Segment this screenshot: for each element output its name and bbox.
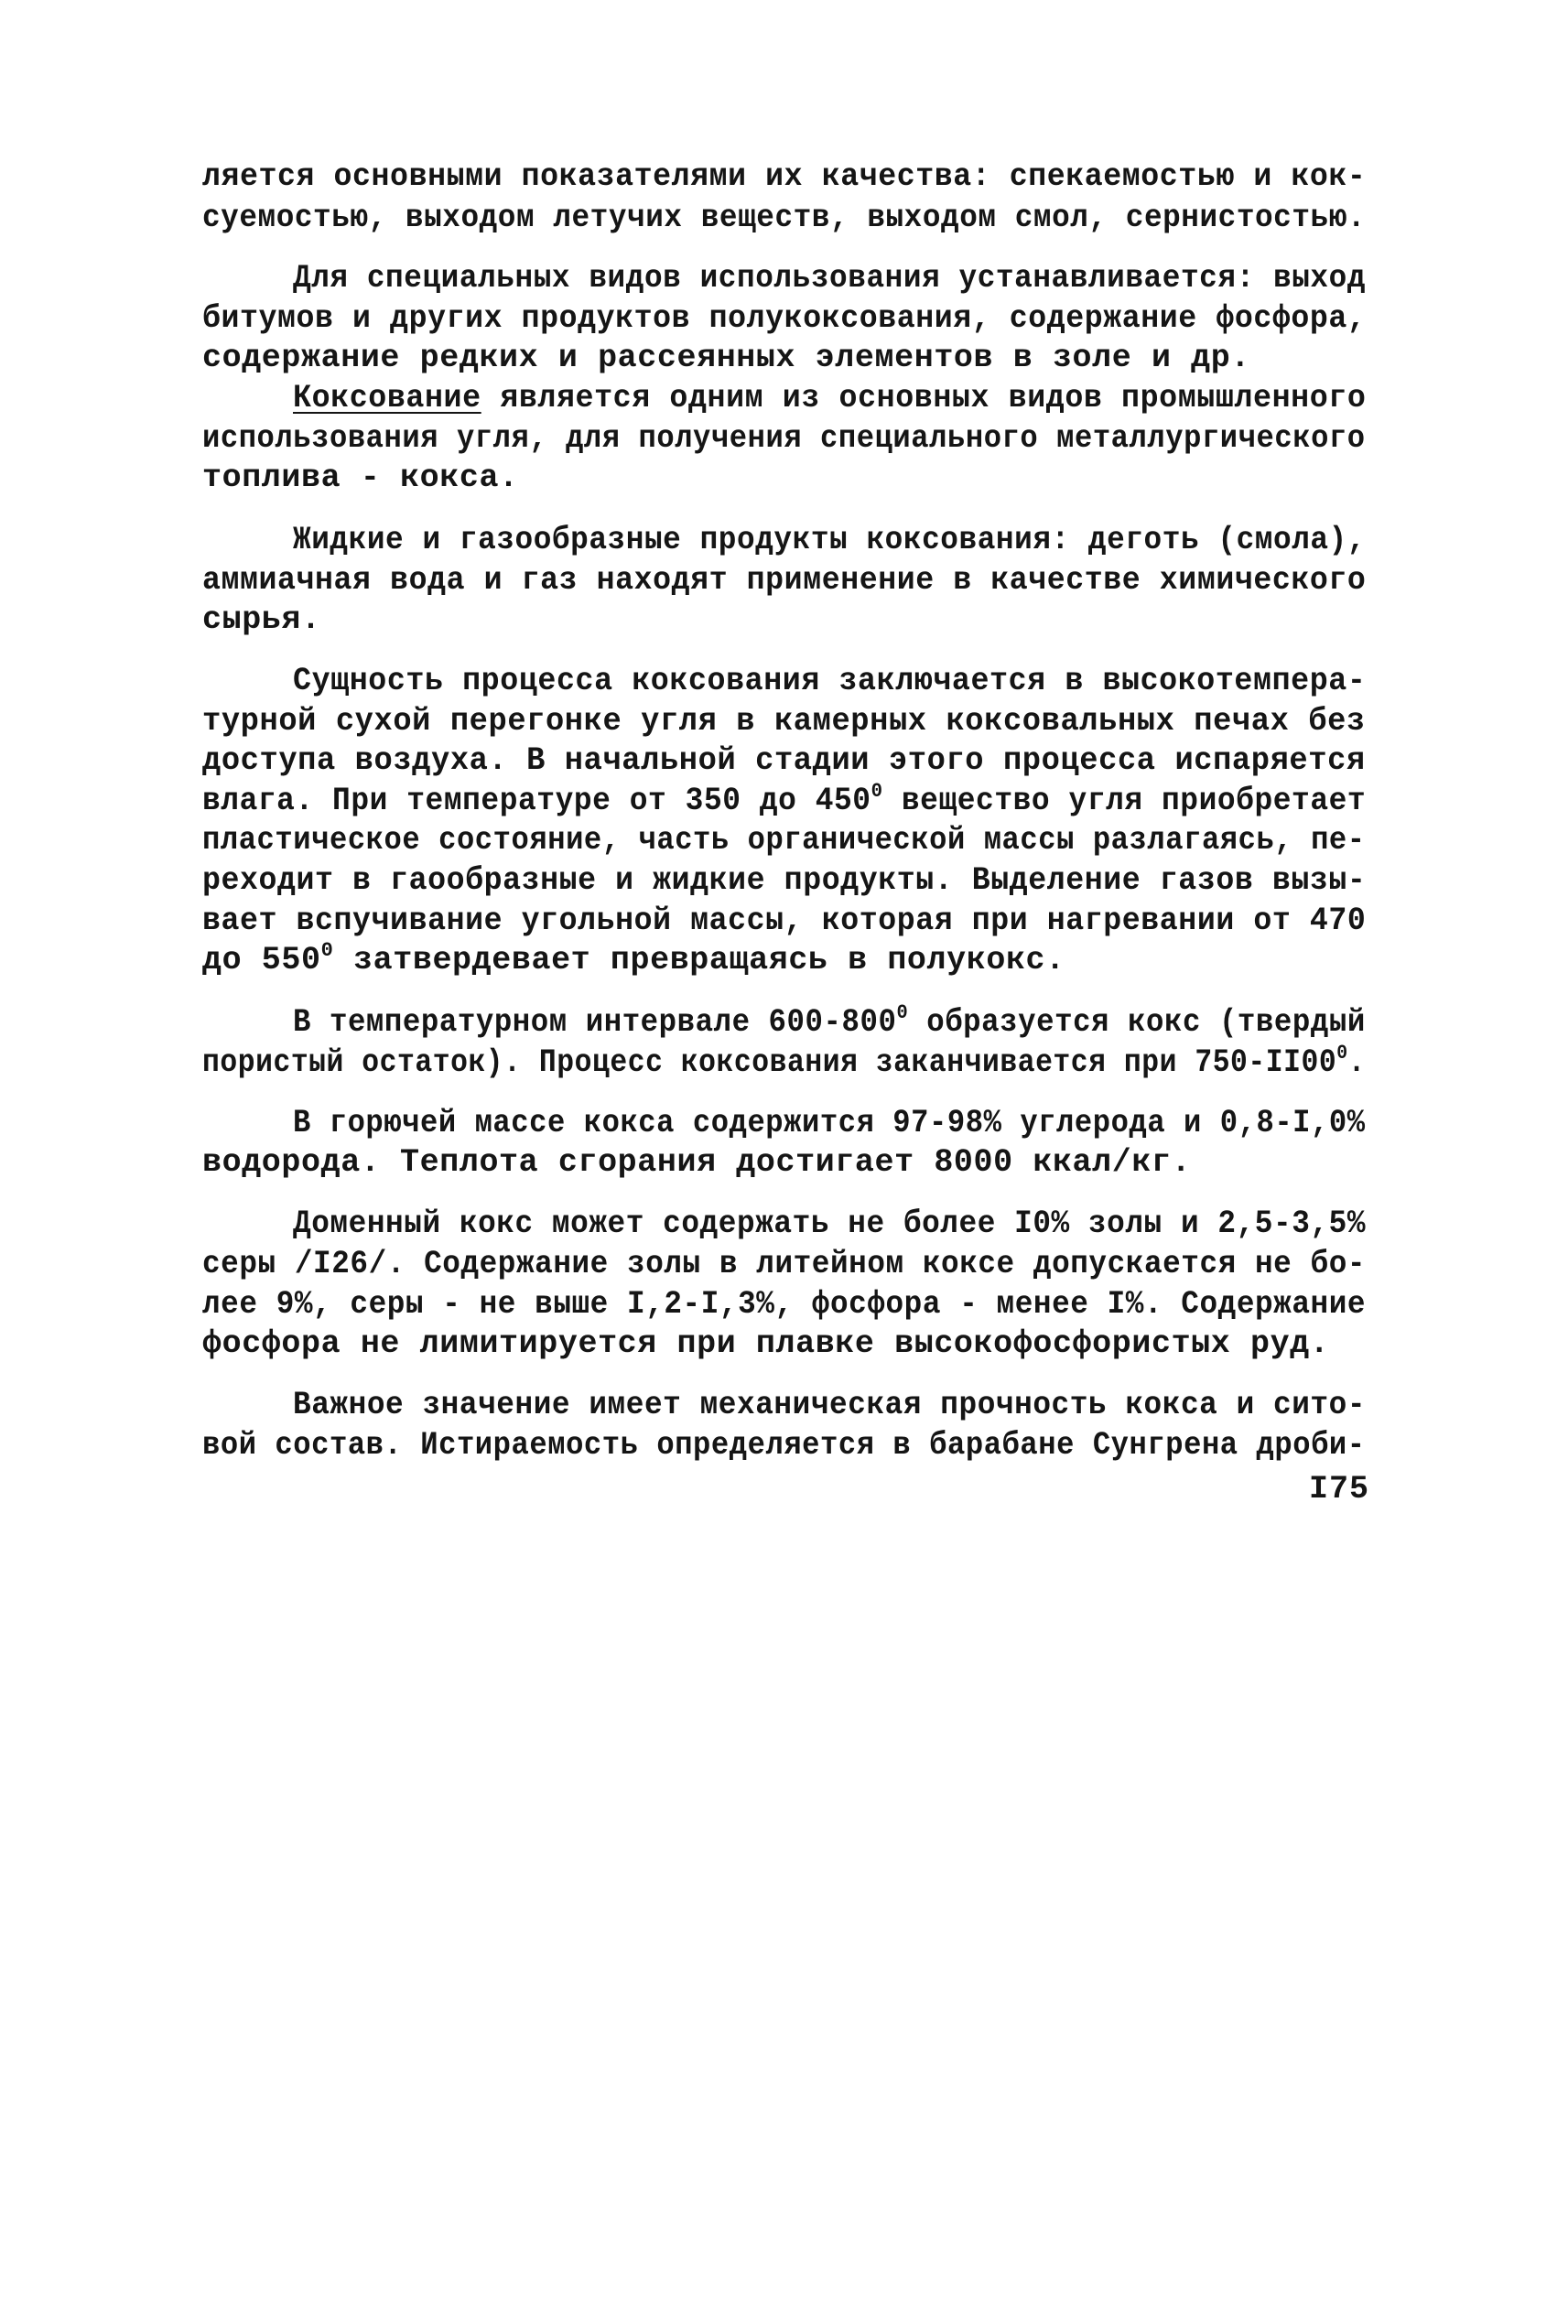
line-text: образуется кокс (твердый (908, 1004, 1366, 1041)
text-line (293, 1003, 1366, 1042)
line-text: вещество угля приобретает (882, 783, 1367, 819)
text-line (293, 379, 1366, 417)
text-line: Для специальных видов использования устанавливается: выход (293, 260, 1367, 297)
text-line (202, 782, 1366, 820)
text-line: серы /I26/. Содержание золы в литейном коксе допускается не бо- (202, 1246, 1367, 1282)
degree-superscript: 0 (896, 1001, 909, 1024)
line-text: влага. При температуре от 350 до 450 (202, 783, 871, 819)
underlined-term: Коксование (293, 380, 481, 416)
text-line: фосфора не лимитируется при плавке высокофосфористых руд. (202, 1325, 1330, 1362)
text-line: суемостью, выходом летучих веществ, выходом смол, сернистостью. (202, 200, 1367, 236)
line-text: пористый остаток). Процесс коксования заканчивается при 750-II00 (202, 1044, 1337, 1081)
text-line: использования угля, для получения специального металлургического (202, 420, 1366, 457)
text-line: Важное значение имеет механическая прочность кокса и сито- (293, 1387, 1367, 1423)
degree-superscript: 0 (1336, 1042, 1348, 1065)
text-line: турной сухой перегонке угля в камерных коксовальных печах без (202, 703, 1366, 740)
text-line: Жидкие и газообразные продукты коксования: деготь (смола), (293, 522, 1367, 558)
page-number: I75 (1309, 1471, 1370, 1508)
text-line: вой состав. Истираемость определяется в барабане Сунгрена дроби- (202, 1427, 1366, 1464)
text-line: В горючей массе кокса содержится 97-98% углерода и 0,8-I,0% (293, 1105, 1366, 1141)
text-line: топлива - кокса. (202, 459, 519, 496)
line-text: затвердевает превращаясь в полукокс. (333, 942, 1065, 978)
text-line (202, 1043, 1366, 1082)
line-text: является одним из основных видов промышленного (481, 380, 1367, 416)
text-line: сырья. (202, 601, 321, 638)
text-line: ляется основными показателями их качества: спекаемостью и кок- (202, 158, 1367, 195)
text-line: вает вспучивание угольной массы, которая при нагревании от 470 (202, 903, 1367, 939)
text-line: водорода. Теплота сгорания достигает 8000 ккал/кг. (202, 1144, 1192, 1181)
text-line: содержание редких и рассеянных элементов в золе и др. (202, 340, 1250, 376)
line-text: . (1347, 1044, 1366, 1081)
degree-superscript: 0 (871, 780, 883, 803)
text-line: лее 9%, серы - не выше I,2-I,3%, фосфора - менее I%. Содержание (202, 1286, 1367, 1323)
text-line: Доменный кокс может содержать не более I0% золы и 2,5-3,5% (293, 1205, 1367, 1242)
text-line: битумов и других продуктов полукоксования, содержание фосфора, (202, 300, 1367, 337)
text-line: аммиачная вода и газ находят применение в качестве химического (202, 562, 1367, 599)
text-line (202, 941, 1065, 979)
text-line: Сущность процесса коксования заключается в высокотемпера- (293, 663, 1367, 699)
degree-superscript: 0 (320, 939, 334, 962)
line-text: до 550 (202, 942, 321, 978)
line-text: В температурном интервале 600-800 (293, 1004, 897, 1041)
text-line: пластическое состояние, часть органической массы разлагаясь, пе- (202, 822, 1366, 859)
text-line: доступа воздуха. В начальной стадии этого процесса испаряется (202, 742, 1366, 779)
text-line: реходит в гаообразные и жидкие продукты. Выделение газов вызы- (202, 862, 1367, 899)
